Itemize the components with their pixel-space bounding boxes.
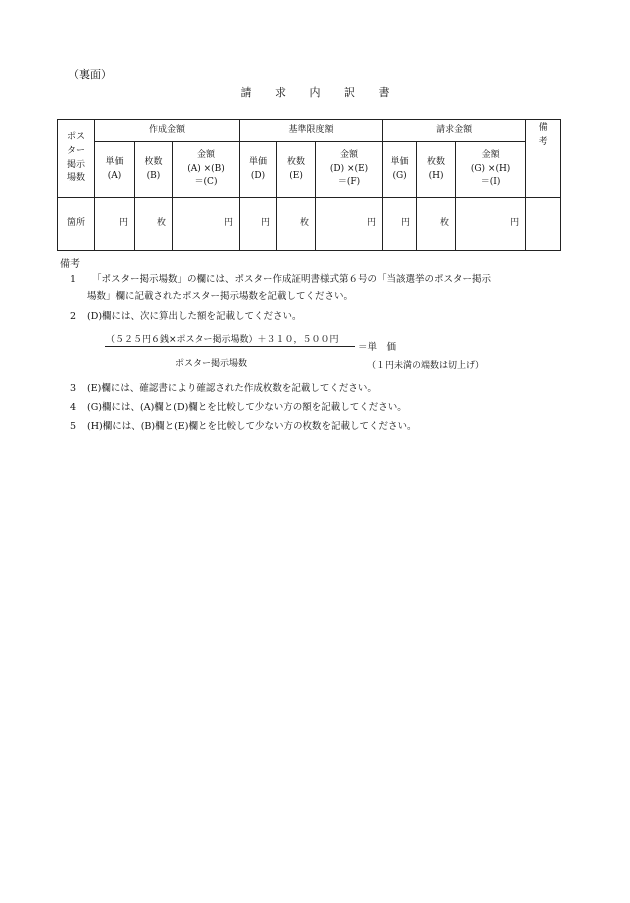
unit-price-a-cell[interactable]: 円 (95, 198, 135, 251)
unit-price-d-header: 単価 (D) (240, 142, 277, 198)
formula-equals-unit-price: ＝単 価 (358, 342, 397, 353)
page-side-label: （裏面） (68, 68, 112, 81)
formula-rounding-note: （１円未満の端数は切上げ） (367, 361, 485, 371)
remark-item-3: 3 (E)欄には、確認書により確認された作成枚数を記載してください。 (69, 383, 377, 394)
unit-price-d-cell[interactable]: 円 (240, 198, 277, 251)
unit-price-a-header: 単価 (A) (95, 142, 135, 198)
amount-f-header: 金額 (D) ×(E) ＝(F) (316, 142, 383, 198)
count-e-cell[interactable]: 枚 (277, 198, 316, 251)
formula-numerator: （５２５円６銭×ポスター掲示場数）＋３１０，５００円 (106, 335, 339, 345)
formula-denominator: ポスター掲示場数 (175, 359, 248, 369)
count-h-header: 枚数 (H) (417, 142, 456, 198)
poster-sites-header: ポス ター 掲示 場数 (58, 120, 95, 198)
group-header-production: 作成金額 (95, 120, 240, 142)
remarks-input-cell[interactable] (526, 198, 561, 251)
count-b-cell[interactable]: 枚 (135, 198, 173, 251)
amount-f-cell[interactable]: 円 (316, 198, 383, 251)
count-h-cell[interactable]: 枚 (417, 198, 456, 251)
unit-price-g-header: 単価 (G) (383, 142, 417, 198)
document-title: 請 求 内 訳 書 (240, 86, 400, 99)
remarks-header: 備 考 (526, 120, 561, 198)
amount-i-cell[interactable]: 円 (456, 198, 526, 251)
remarks-heading: 備考 (60, 259, 80, 270)
group-header-limit: 基準限度額 (240, 120, 383, 142)
remark-item-2: 2 (D)欄には、次に算出した額を記載してください。 (69, 311, 302, 322)
claim-breakdown-table (57, 119, 561, 251)
amount-i-header: 金額 (G) ×(H) ＝(I) (456, 142, 526, 198)
fraction-line (105, 346, 355, 347)
remark-item-5: 5 (H)欄には、(B)欄と(E)欄とを比較して少ない方の枚数を記載してください。 (69, 421, 417, 432)
count-e-header: 枚数 (E) (277, 142, 316, 198)
group-header-claim: 請求金額 (383, 120, 526, 142)
count-b-header: 枚数 (B) (135, 142, 173, 198)
amount-c-header: 金額 (A) ×(B) ＝(C) (173, 142, 240, 198)
sites-input-cell[interactable]: 箇所 (58, 198, 95, 251)
remark-item-1: 1 「ポスター掲示場数」の欄には、ポスター作成証明書様式第６号の「当該選挙のポスター掲示 場数」欄に記載されたポスター掲示場数を記載してください。 (69, 274, 492, 302)
amount-c-cell[interactable]: 円 (173, 198, 240, 251)
unit-price-g-cell[interactable]: 円 (383, 198, 417, 251)
remark-item-4: 4 (G)欄には、(A)欄と(D)欄とを比較して少ない方の額を記載してください。 (69, 402, 407, 413)
